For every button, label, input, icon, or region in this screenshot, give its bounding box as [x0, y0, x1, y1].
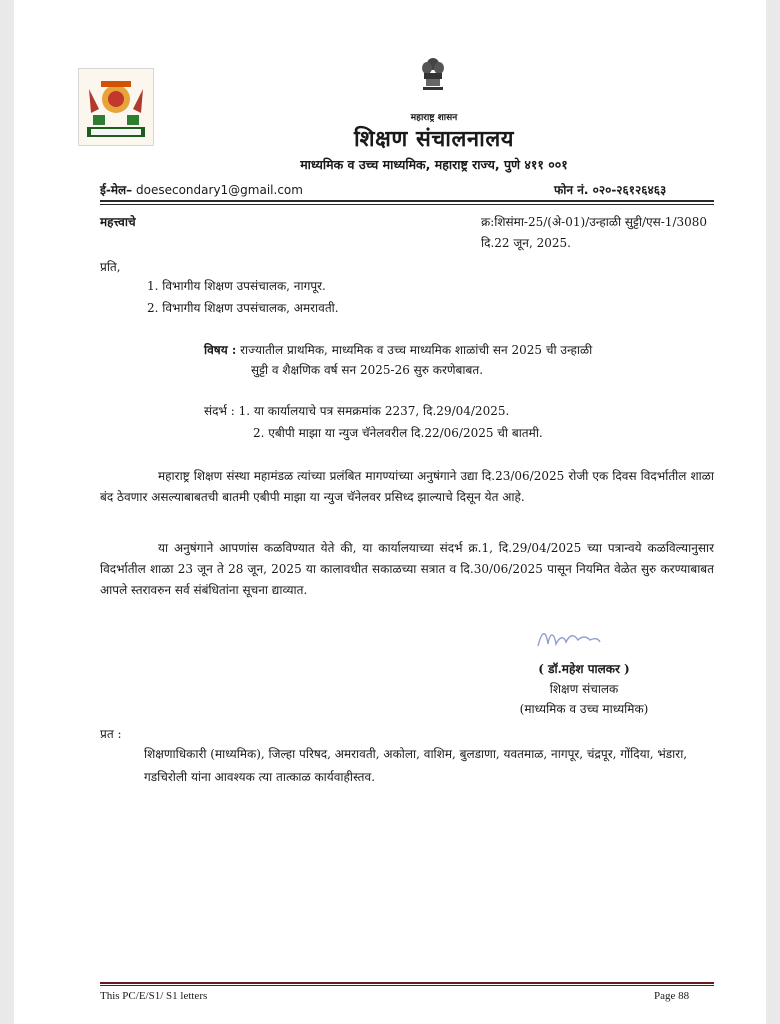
letter-page — [14, 0, 766, 1024]
list-item: 1. विभागीय शिक्षण उपसंचालक, नागपूर. — [147, 279, 326, 293]
references-block — [204, 400, 543, 444]
subject-line-2: सुट्टी व शैक्षणिक वर्ष सन 2025-26 सुरु करणेबाबत. — [251, 363, 484, 377]
subject-label: विषय : — [204, 343, 237, 357]
paragraph-2: या अनुषंगाने आपणांस कळविण्यात येते की, या कार्यालयाच्या संदर्भ क्र.1, दि.29/04/2025 च्या पत्रान्वये कळविल्यानुसार विदर्भातील शाळा 23 जून ते 28 जून, 2025 या कालावधीत सकाळच्या सत्रात व दि.30/06/2025 पासून नियमित वेळेत सुरु करण्याबाबत आपले स्तरावरुन सर्व संबंधितांना सूचना द्याव्यात. — [100, 541, 714, 597]
reference-number: क्र:शिसंमा-25/(अे-01)/उन्हाळी सुट्टी/एस-1/3080 — [481, 215, 708, 229]
important-label: महत्त्वाचे — [100, 215, 136, 229]
footer-path: This PC/E/S1/ S1 letters — [100, 990, 208, 1002]
department-logo — [78, 68, 154, 146]
list-item: 2. विभागीय शिक्षण उपसंचालक, अमरावती. — [147, 301, 339, 315]
email-label: ई-मेल– — [100, 183, 133, 197]
footer-divider — [100, 982, 714, 984]
email-row — [100, 181, 303, 198]
header-divider — [100, 200, 714, 202]
copy-to-label: प्रत : — [100, 727, 122, 741]
signatory-designation: शिक्षण संचालक — [549, 682, 619, 696]
government-name: महाराष्ट्र शासन — [410, 113, 458, 123]
page-number: Page 88 — [654, 990, 690, 1002]
department-title: शिक्षण संचालनालय — [353, 127, 515, 152]
subject-line-1: राज्यातील प्राथमिक, माध्यमिक व उच्च माध्यमिक शाळांची सन 2025 ची उन्हाळी — [236, 343, 593, 357]
copy-to-recipients: शिक्षणाधिकारी (माध्यमिक), जिल्हा परिषद, अमरावती, अकोला, वाशिम, बुलडाणा, यवतमाळ, नागपूर, चंद्रपूर, गोंदिया, भंडारा, गडचिरोली यांना आवश्यक त्या तात्काळ कार्यवाहीस्तव. — [144, 747, 688, 784]
header-divider-thin — [100, 204, 714, 205]
footer-divider-thin — [100, 985, 714, 986]
email-address[interactable]: doesecondary1@gmail.com — [136, 183, 303, 197]
signatory-name: ( डॉ.महेश पालकर ) — [538, 662, 630, 676]
office-address: माध्यमिक व उच्च माध्यमिक, महाराष्ट्र राज्य, पुणे ४११ ००१ — [300, 157, 568, 172]
subject-block — [204, 340, 704, 380]
signature-image — [534, 626, 604, 652]
national-emblem — [420, 56, 446, 94]
reference-line-1: संदर्भ : 1. या कार्यालयाचे पत्र समक्रमांक 2237, दि.29/04/2025. — [204, 404, 510, 418]
phone-number: फोन नं. ०२०-२६१२६४६३ — [554, 183, 667, 197]
signatory-department: (माध्यमिक व उच्च माध्यमिक) — [519, 702, 649, 716]
paragraph-1: महाराष्ट्र शिक्षण संस्था महामंडळ त्यांच्या प्रलंबित मागण्यांच्या अनुषंगाने उद्या दि.23/06/2025 रोजी एक दिवस विदर्भातील शाळा बंद ठेवणार असल्याबाबतची बातमी एबीपी माझा या न्युज चॅनेलवर प्रसिध्द झाल्याचे दिसून येत आहे. — [100, 469, 714, 504]
letter-date: दि.22 जून, 2025. — [481, 236, 571, 250]
to-label: प्रति, — [100, 260, 121, 274]
reference-line-2: 2. एबीपी माझा या न्युज चॅनेलवरील दि.22/06/2025 ची बातमी. — [253, 426, 543, 440]
recipient-list — [147, 275, 339, 319]
